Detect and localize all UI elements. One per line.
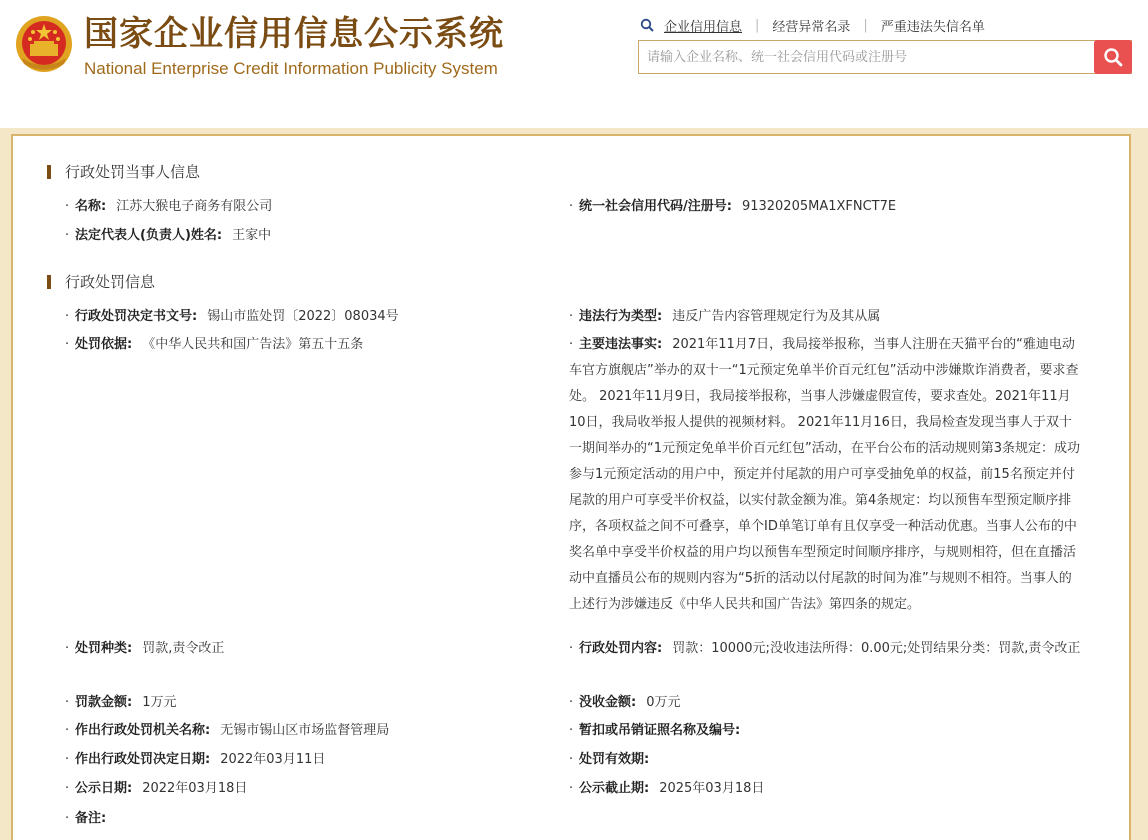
- search-box: [638, 40, 1132, 74]
- field-value: 91320205MA1XFNCT7E: [741, 199, 897, 214]
- field-value: 江苏大猴电子商务有限公司: [116, 199, 273, 214]
- field-value: 罚款,责令改正: [142, 641, 225, 656]
- section-marker: [47, 275, 51, 289]
- search-button[interactable]: [1094, 40, 1132, 74]
- field-fine-amount: · 罚款金额: 1万元: [65, 695, 177, 710]
- field-value: 2021年11月7日，我局接举报称，当事人注册在天猫平台的“雅迪电动车官方旗舰店”举办的双十一“1元预定免单半价百元红包”活动中涉嫌欺诈消费者，要求查处。 2021年11月9日，我局接举报称，当事人涉嫌虚假宣传，要求查处。2021年11月10日，我局收举报人提供的视频材料。 2021年11月16日，我局检查发现当事人于双十一期间举办的“1元预定免单半价百元红包”活动，在平台公布的活动规则第3条规定：成功参与1元预定活动的用户中，预定并付尾款的用户可享受抽免单的权益，前15名预定并付尾款的用户可享受半价权益，以实付款金额为准。第4条规定：均以预售车型预定顺序排序，各项权益之间不可叠享，单个ID单笔订单有且仅享受一种活动优惠。当事人公布的中奖名单中享受半价权益的用户均以预售车型预定时间顺序排序，与规则相符，但在直播活动中直播员公布的规则内容为“5折的活动以付尾款的时间为准”与规则不相符。当事人的上述行为涉嫌违反《中华人民共和国广告法》第四条的规定。: [569, 337, 1081, 612]
- field-basis: · 处罚依据: 《中华人民共和国广告法》第五十五条: [65, 337, 364, 352]
- site-title-cn: 国家企业信用信息公示系统: [84, 14, 504, 54]
- field-value: 2022年03月18日: [142, 781, 248, 796]
- field-label: 主要违法事实:: [579, 337, 663, 352]
- field-value: 《中华人民共和国广告法》第五十五条: [142, 337, 364, 352]
- nav-abnormal-list[interactable]: 经营异常名录: [772, 19, 851, 35]
- nav-separator: |: [863, 17, 868, 33]
- section-marker: [47, 165, 51, 179]
- detail-panel: [11, 134, 1131, 840]
- site-header: [0, 0, 1148, 118]
- field-doc-no: · 行政处罚决定书文号: 锡山市监处罚〔2022〕08034号: [65, 309, 399, 324]
- field-publish-end-date: · 公示截止期: 2025年03月18日: [569, 781, 765, 796]
- field-publish-date: · 公示日期: 2022年03月18日: [65, 781, 248, 796]
- field-facts: · 主要违法事实: 2021年11月7日，我局接举报称，当事人注册在天猫平台的“雅迪电动车官方旗舰店”举办的双十一“1元预定免单半价百元红包”活动中涉嫌欺诈消费者，要求查处。 2021年11月9日，我局接举报称，当事人涉嫌虚假宣传，要求查处。2021年11月10日，我局收举报人提供的视频材料。 2021年11月16日，我局检查发现当事人于双十一期间举办的“1元预定免单半价百元红包”活动，在平台公布的活动规则第3条规定：成功参与1元预定活动的用户中，预定并付尾款的用户可享受抽免单的权益，前15名预定并付尾款的用户可享受半价权益，以实付款金额为准。第4条规定：均以预售车型预定顺序排序，各项权益之间不可叠享，单个ID单笔订单有且仅享受一种活动优惠。当事人公布的中奖名单中享受半价权益的用户均以预售车型预定时间顺序排序，与规则相符，但在直播活动中直播员公布的规则内容为“5折的活动以付尾款的时间为准”与规则不相符。当事人的上述行为涉嫌违反《中华人民共和国广告法》第四条的规定。: [569, 337, 1081, 612]
- site-title-en: National Enterprise Credit Information Publicity System: [84, 59, 498, 78]
- field-decision-date: · 作出行政处罚决定日期: 2022年03月11日: [65, 752, 326, 767]
- field-label: 公示日期:: [75, 781, 133, 796]
- search-icon: [640, 18, 654, 32]
- field-label: 备注:: [75, 811, 107, 826]
- field-label: 作出行政处罚决定日期:: [75, 752, 211, 767]
- field-value: 锡山市监处罚〔2022〕08034号: [207, 309, 399, 324]
- national-emblem-icon: [14, 14, 74, 74]
- nav-serious-violation-list[interactable]: 严重违法失信名单: [880, 19, 985, 35]
- field-validity-period: · 处罚有效期:: [569, 752, 650, 767]
- field-value: 无锡市锡山区市场监督管理局: [220, 723, 390, 738]
- field-label: 没收金额:: [579, 695, 637, 710]
- field-value: 0万元: [646, 695, 681, 710]
- field-legal-rep: · 法定代表人(负责人)姓名: 王家中: [65, 228, 272, 243]
- field-label: 罚款金额:: [75, 695, 133, 710]
- field-violation-type: · 违法行为类型: 违反广告内容管理规定行为及其从属: [569, 309, 881, 324]
- field-penalty-content: · 行政处罚内容: 罚款：10000元;没收违法所得：0.00元;处罚结果分类：罚款,责令改正: [569, 641, 1081, 656]
- nav-enterprise-credit[interactable]: 企业信用信息: [664, 19, 743, 35]
- field-label: 处罚依据:: [75, 337, 133, 352]
- nav-separator: |: [755, 17, 760, 33]
- party-section-title: 行政处罚当事人信息: [47, 162, 200, 182]
- field-confiscation-amount: · 没收金额: 0万元: [569, 695, 681, 710]
- field-label: 公示截止期:: [579, 781, 650, 796]
- field-label: 行政处罚内容:: [579, 641, 663, 656]
- field-label: 作出行政处罚机关名称:: [75, 723, 211, 738]
- search-input[interactable]: [639, 41, 1095, 73]
- field-penalty-type: · 处罚种类: 罚款,责令改正: [65, 641, 225, 656]
- field-value: 王家中: [232, 228, 272, 243]
- field-credit-code: · 统一社会信用代码/注册号: 91320205MA1XFNCT7E: [569, 199, 897, 214]
- search-icon: [1103, 47, 1123, 67]
- field-label: 处罚种类:: [75, 641, 133, 656]
- field-label: 法定代表人(负责人)姓名:: [75, 228, 223, 243]
- top-nav: [640, 16, 985, 34]
- field-value: 1万元: [142, 695, 177, 710]
- field-name: · 名称: 江苏大猴电子商务有限公司: [65, 199, 273, 214]
- penalty-section-title: 行政处罚信息: [47, 272, 155, 292]
- field-label: 暂扣或吊销证照名称及编号:: [579, 723, 741, 738]
- field-authority: · 作出行政处罚机关名称: 无锡市锡山区市场监督管理局: [65, 723, 390, 738]
- field-license-revoked: · 暂扣或吊销证照名称及编号:: [569, 723, 741, 738]
- field-label: 违法行为类型:: [579, 309, 663, 324]
- field-value: 违反广告内容管理规定行为及其从属: [672, 309, 881, 324]
- field-value: 罚款：10000元;没收违法所得：0.00元;处罚结果分类：罚款,责令改正: [672, 641, 1081, 656]
- field-label: 名称:: [75, 199, 107, 214]
- field-label: 行政处罚决定书文号:: [75, 309, 198, 324]
- content-frame: [0, 128, 1148, 840]
- field-value: 2022年03月11日: [220, 752, 326, 767]
- field-remarks: · 备注:: [65, 811, 107, 826]
- field-label: 统一社会信用代码/注册号:: [579, 199, 732, 214]
- field-value: 2025年03月18日: [659, 781, 765, 796]
- field-label: 处罚有效期:: [579, 752, 650, 767]
